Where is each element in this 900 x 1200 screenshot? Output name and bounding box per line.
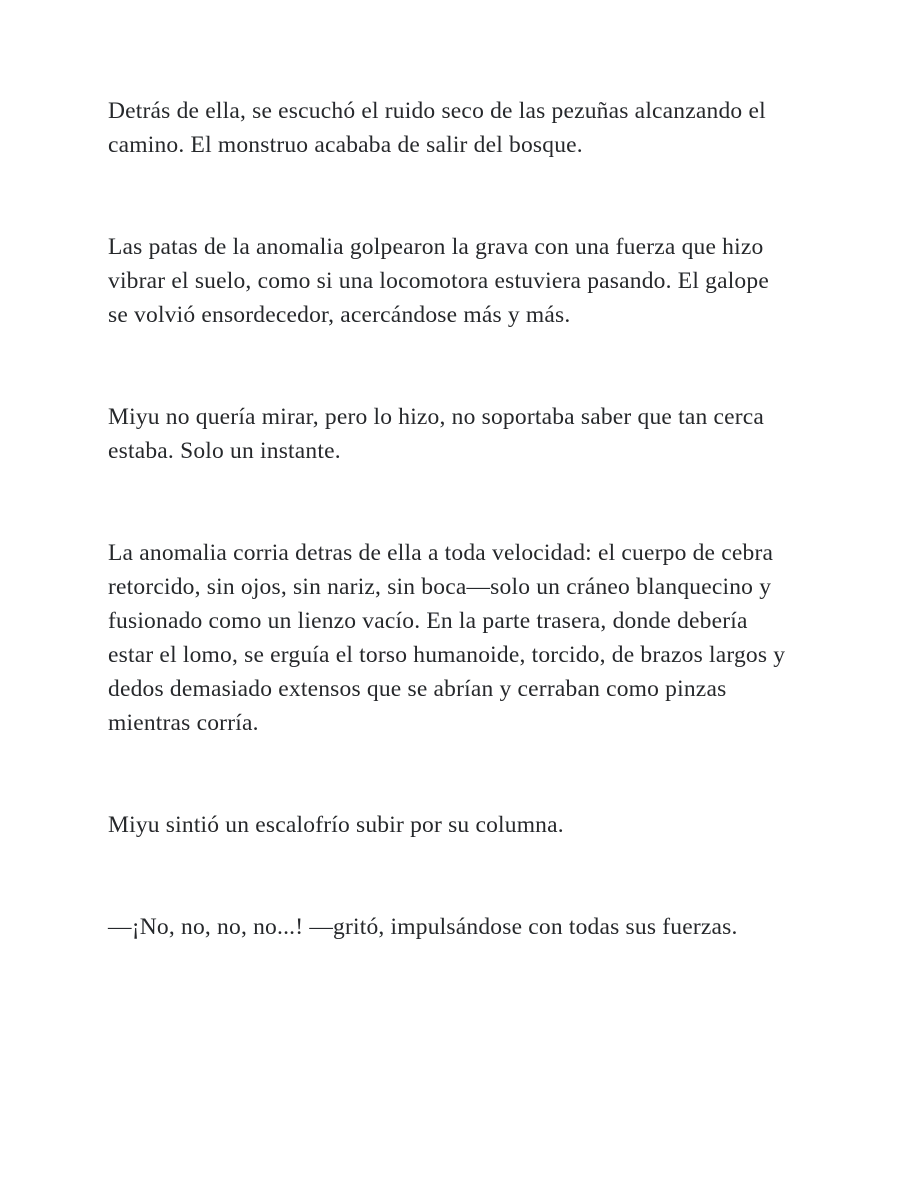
paragraph-4: La anomalia corria detras de ella a toda velocidad: el cuerpo de cebra retorcido, sin ojos, sin nariz, sin boca—solo un cráneo blanquecino y fusionado como un lienzo vacío. En la parte trasera, donde debería estar el lomo, se erguía el torso humanoide, torcido, de brazos largos y dedos demasiado extensos que se abrían y cerraban como pinzas mientras corría. (108, 540, 786, 736)
paragraph-6: —¡No, no, no, no...! —gritó, impulsándose con todas sus fuerzas. (108, 914, 738, 940)
paragraph-1: Detrás de ella, se escuchó el ruido seco de las pezuñas alcanzando el camino. El monstruo acababa de salir del bosque. (108, 98, 766, 158)
paragraph-2: Las patas de la anomalia golpearon la grava con una fuerza que hizo vibrar el suelo, como si una locomotora estuviera pasando. El galope se volvió ensordecedor, acercándose más y más. (108, 234, 769, 328)
paragraph-5: Miyu sintió un escalofrío subir por su columna. (108, 812, 564, 838)
paragraph-3: Miyu no quería mirar, pero lo hizo, no soportaba saber que tan cerca estaba. Solo un instante. (108, 404, 765, 464)
